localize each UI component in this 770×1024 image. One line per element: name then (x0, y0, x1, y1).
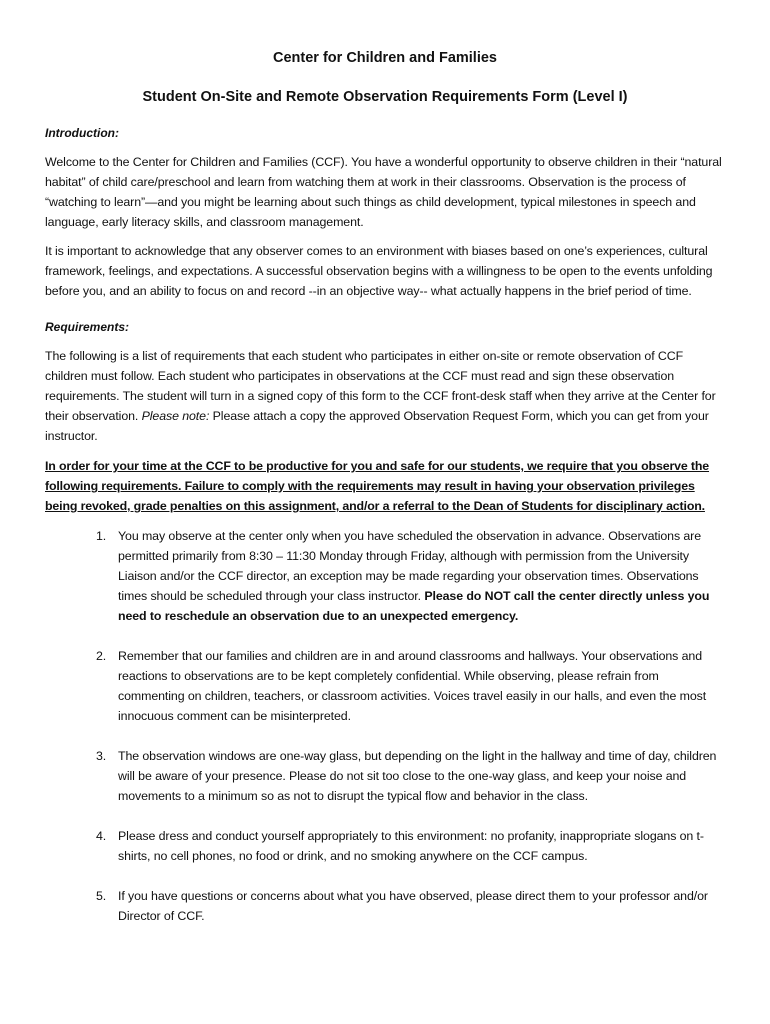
requirements-paragraph-end: Please attach a copy the approved Observation Request Form, which you can get from your instructor. (45, 409, 709, 443)
requirements-paragraph-start: The following is a list of requirements that each student who participates in either on-site or remote observation of CCF children must follow. Each student who participates in observations at the CCF must read and sign these observation requirements. The student will turn in a signed copy of this form to the CCF front-desk staff when they arrive at the Center for their observation. (45, 349, 716, 423)
requirement-emphasis: Please do NOT call the center directly unless you need to reschedule an observation due to an unexpected emergency. (118, 589, 710, 623)
requirement-number: 2. (96, 649, 107, 663)
requirement-item (45, 646, 725, 726)
requirement-text: The observation windows are one-way glass, but depending on the light in the hallway and time of day, children will be aware of your presence. Please do not sit too close to the one-way glass, and keep your noise and movements to a minimum so as not to disrupt the typical flow and behavior in the class. (118, 749, 717, 803)
requirement-number: 3. (96, 749, 107, 763)
form-title: Student On-Site and Remote Observation Requirements Form (Level I) (142, 89, 628, 105)
requirement-number: 4. (96, 829, 107, 843)
requirement-number: 1. (96, 529, 107, 543)
requirements-list (45, 526, 725, 926)
requirement-item (45, 746, 725, 806)
requirement-number: 5. (96, 889, 107, 903)
requirement-item (45, 826, 725, 866)
requirement-text: You may observe at the center only when you have scheduled the observation in advance. Observations are permitted primarily from 8:30 – 11:30 Monday through Friday, although with permission from the University Liaison and/or the CCF director, an exception may be made regarding your observation times. Observations times should be scheduled through your class instructor. (118, 529, 701, 603)
requirements-heading: Requirements: (45, 320, 130, 334)
org-title: Center for Children and Families (273, 50, 497, 66)
compliance-warning: In order for your time at the CCF to be productive for you and safe for our students, we require that you observe the following requirements. Failure to comply with the requirements may result in having your observation privileges being revoked, grade penalties on this assignment, and/or a referral to the Dean of Students for disciplinary action. (45, 459, 710, 513)
introduction-paragraph-1: Welcome to the Center for Children and Families (CCF). You have a wonderful opportunity to observe children in their “natural habitat” of child care/preschool and learn from watching them at work in their classrooms. Observation is the process of “watching to learn”—and you might be learning about such things as child development, typical milestones in speech and language, early literacy skills, and classroom management. (45, 155, 722, 229)
introduction-heading: Introduction: (45, 126, 119, 140)
requirement-item (45, 886, 725, 926)
requirements-paragraph (45, 346, 725, 446)
requirement-item (45, 526, 725, 626)
please-note-label: Please note: (141, 409, 210, 423)
requirement-text: Remember that our families and children are in and around classrooms and hallways. Your observations and reactions to observations are to be kept completely confidential. While observing, please refrain from commenting on children, teachers, or classroom activities. Voices travel easily in our halls, and even the most innocuous comment can be misinterpreted. (118, 649, 707, 723)
requirement-text: If you have questions or concerns about what you have observed, please direct them to your professor and/or Director of CCF. (118, 889, 708, 923)
introduction-paragraph-2: It is important to acknowledge that any observer comes to an environment with biases based on one’s experiences, cultural framework, feelings, and expectations. A successful observation begins with a willingness to be open to the events unfolding before you, and an ability to focus on and record --in an objective way-- what actually happens in the brief period of time. (45, 244, 713, 298)
document-page (45, 48, 725, 946)
requirement-text: Please dress and conduct yourself appropriately to this environment: no profanity, inappropriate slogans on t-shirts, no cell phones, no food or drink, and no smoking anywhere on the CCF campus. (118, 829, 704, 863)
